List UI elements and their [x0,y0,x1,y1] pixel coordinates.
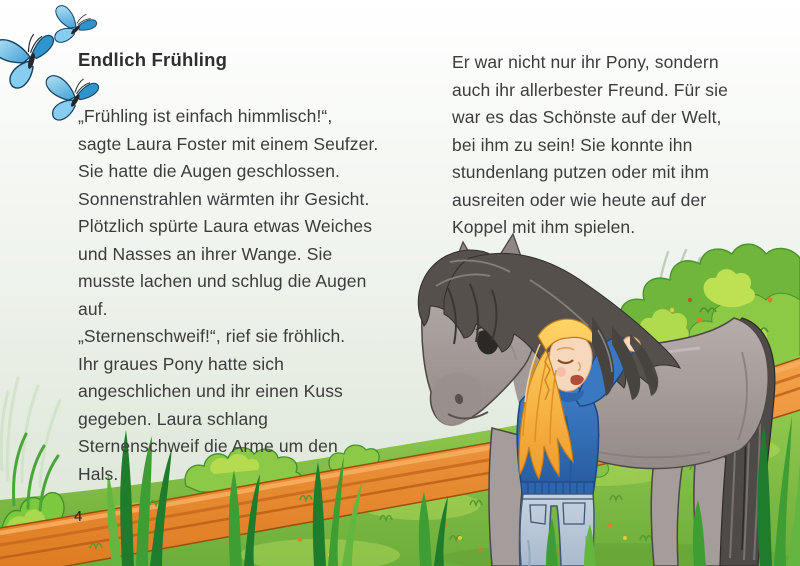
text-line: Er war nicht nur ihr Pony, sondern [452,52,719,72]
text-line: Hals. [78,463,119,484]
text-line: auf. [78,298,108,319]
text-line: sagte Laura Foster mit einem Seufzer. [78,133,379,154]
text-line: musste lachen und schlug die Augen [78,271,367,291]
text-line: angeschlichen und ihr einen Kuss [78,381,343,401]
page-number: 4 [74,508,83,525]
left-text-column [78,103,438,488]
text-line: ausreiten oder wie heute auf der [452,189,707,210]
text-line: auch ihr allerbester Freund. Für sie [452,79,728,100]
text-line: Sternenschweif die Arme um den [78,436,338,456]
text-line: Koppel mit ihm spielen. [452,217,636,237]
text-line: Ihr graues Pony hatte sich [78,353,284,374]
text-line: „Sternenschweif!“, rief sie fröhlich. [78,326,346,346]
text-line: stundenlang putzen oder mit ihm [452,162,710,182]
text-line: „Frühling ist einfach himmlisch!“, [78,106,333,126]
text-line: bei ihm zu sein! Sie konnte ihn [452,134,693,155]
text-line: und Nasses an ihrer Wange. Sie [78,243,333,264]
text-line: Sonnenstrahlen wärmten ihr Gesicht. [78,188,370,209]
text-line: Sie hatte die Augen geschlossen. [78,161,340,181]
right-text-column [452,49,792,242]
text-line: Plötzlich spürte Laura etwas Weiches [78,216,373,236]
text-line: gegeben. Laura schlang [78,408,268,429]
cheek-blush [556,367,566,377]
text-line: war es das Schönste auf der Welt, [452,107,722,127]
chapter-title: Endlich Frühling [78,49,228,70]
